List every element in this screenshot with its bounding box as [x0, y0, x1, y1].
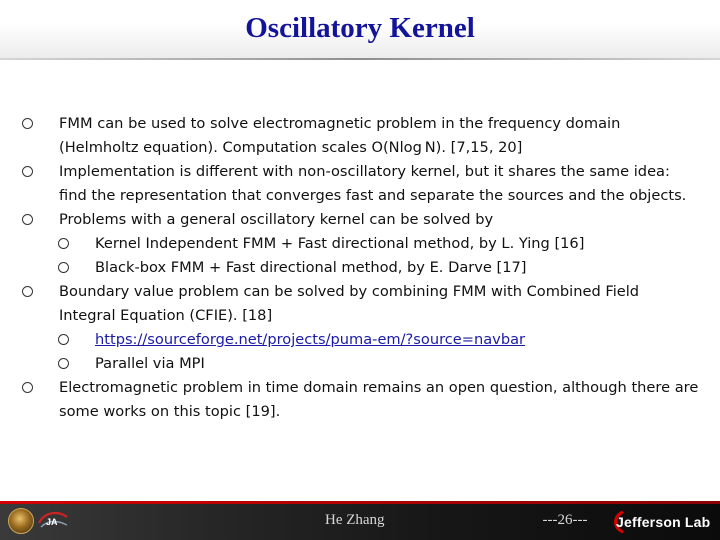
hollow-bullet-icon	[58, 358, 69, 369]
page-number: ---26---	[542, 512, 588, 528]
jsa-logo-text: JA	[46, 517, 58, 527]
sub-list-item	[20, 256, 700, 280]
slide-title: Oscillatory Kernel	[245, 12, 475, 44]
sub-list-item	[20, 328, 700, 352]
hollow-bullet-icon	[22, 382, 33, 393]
list-item	[20, 160, 700, 208]
hollow-bullet-icon	[22, 118, 33, 129]
list-item	[20, 376, 700, 424]
hollow-bullet-icon	[22, 286, 33, 297]
sub-list-item	[20, 352, 700, 376]
hollow-bullet-icon	[58, 262, 69, 273]
footer-author: He Zhang	[325, 512, 385, 528]
hollow-bullet-icon	[58, 334, 69, 345]
list-item	[20, 208, 700, 232]
bullet-text: Black-box FMM + Fast directional method, by E. Darve [17]	[95, 259, 527, 276]
list-item	[20, 280, 700, 328]
hollow-bullet-icon	[22, 214, 33, 225]
bullet-text: FMM can be used to solve electromagnetic problem in the frequency domain (Helmholtz equation). Computation scales O(Nlog N). [7,15, 20]	[59, 115, 621, 156]
hollow-bullet-icon	[58, 238, 69, 249]
sub-list-item	[20, 232, 700, 256]
bullet-text: Implementation is different with non-oscillatory kernel, but it shares the same idea: find the representation that converges fast and separate the sources and the objects.	[59, 163, 687, 204]
puma-em-link[interactable]: https://sourceforge.net/projects/puma-em/?source=navbar	[95, 331, 526, 348]
bullet-text: Parallel via MPI	[95, 355, 205, 372]
jefferson-lab-logo: Jefferson Lab	[616, 514, 711, 530]
bullet-text: Boundary value problem can be solved by combining FMM with Combined Field Integral Equation (CFIE). [18]	[59, 283, 640, 324]
jsa-logo-icon	[37, 509, 69, 531]
title-divider	[0, 58, 720, 60]
hollow-bullet-icon	[22, 166, 33, 177]
list-item	[20, 112, 700, 160]
bullet-list	[20, 112, 700, 424]
bullet-text: Electromagnetic problem in time domain remains an open question, although there are some works on this topic [19].	[59, 379, 699, 420]
bullet-text: Kernel Independent FMM + Fast directional method, by L. Ying [16]	[95, 235, 585, 252]
doe-seal-logo-icon	[8, 508, 34, 534]
bullet-text: Problems with a general oscillatory kernel can be solved by	[59, 211, 494, 228]
